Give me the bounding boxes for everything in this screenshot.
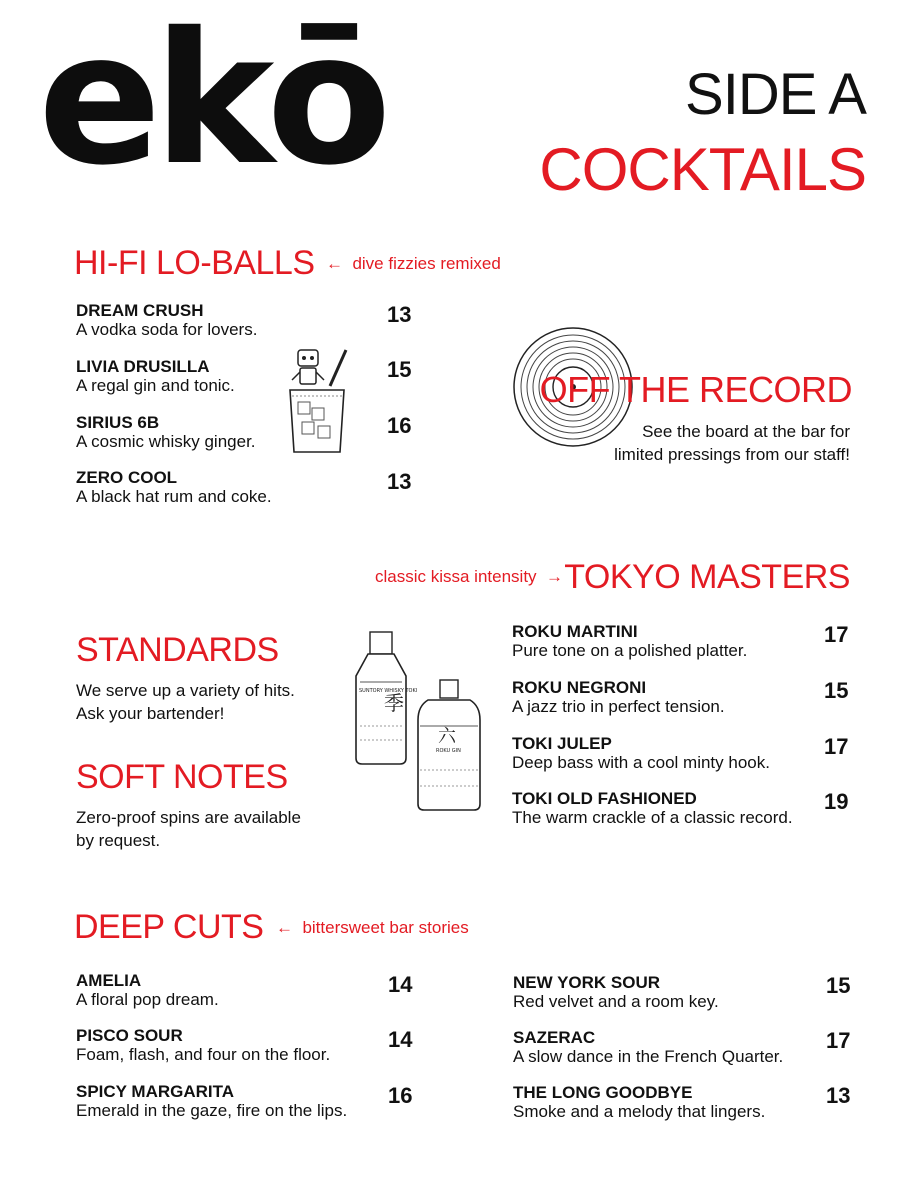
- list-item: [512, 679, 725, 716]
- item-desc: A regal gin and tonic.: [76, 375, 235, 395]
- list-item: [76, 414, 256, 451]
- gin-bottle: [418, 680, 480, 810]
- arrow-right-icon: →: [546, 567, 564, 586]
- item-name: LIVIA DRUSILLA: [76, 357, 210, 376]
- list-item: [512, 735, 770, 772]
- standards-line-2: Ask your bartender!: [76, 704, 225, 723]
- soft-line-2: by request.: [76, 831, 161, 850]
- list-item: [512, 790, 793, 827]
- hifi-note-text: dive fizzies remixed: [352, 254, 501, 273]
- item-price: 17: [824, 734, 849, 759]
- item-name: AMELIA: [76, 971, 142, 990]
- hifi-title: HI-FI LO-BALLS: [74, 244, 315, 282]
- item-price: 15: [387, 357, 412, 382]
- side-heading: SIDE A: [685, 62, 866, 127]
- item-price: 13: [387, 469, 412, 494]
- list-item: [512, 623, 747, 660]
- item-desc: The warm crackle of a classic record.: [512, 807, 793, 827]
- item-price: 17: [824, 622, 849, 647]
- list-item: [513, 1029, 783, 1066]
- standards-title: STANDARDS: [76, 631, 279, 669]
- item-name: SAZERAC: [513, 1028, 596, 1047]
- record-text: [614, 420, 850, 466]
- item-name: DREAM CRUSH: [76, 301, 204, 320]
- tokyo-title: TOKYO MASTERS: [564, 558, 850, 596]
- robot-glass-illustration: [284, 346, 350, 456]
- standards-text: [76, 679, 295, 725]
- item-desc: Emerald in the gaze, fire on the lips.: [76, 1100, 348, 1120]
- list-item: [76, 469, 272, 506]
- item-price: 15: [824, 678, 849, 703]
- item-name: ZERO COOL: [76, 468, 178, 487]
- arrow-left-icon: ←: [276, 918, 293, 937]
- item-desc: A cosmic whisky ginger.: [76, 431, 256, 451]
- item-name: SPICY MARGARITA: [76, 1082, 235, 1101]
- item-name: NEW YORK SOUR: [513, 973, 661, 992]
- list-item: [76, 358, 235, 395]
- brand-logo: ekō: [38, 0, 384, 205]
- item-desc: A floral pop dream.: [76, 989, 219, 1009]
- item-price: 16: [388, 1083, 413, 1108]
- item-desc: A black hat rum and coke.: [76, 486, 272, 506]
- tokyo-note: [375, 568, 563, 585]
- item-name: THE LONG GOODBYE: [513, 1083, 693, 1102]
- item-name: TOKI JULEP: [512, 734, 612, 753]
- item-price: 16: [387, 413, 412, 438]
- whisky-bottle: [356, 632, 417, 764]
- record-title: OFF THE RECORD: [539, 369, 852, 410]
- bottle-label-1: SUNTORY WHISKY TOKI: [359, 688, 418, 694]
- bottle-label-2: ROKU GIN: [436, 748, 461, 754]
- item-desc: Foam, flash, and four on the floor.: [76, 1044, 331, 1064]
- deep-title: DEEP CUTS: [74, 908, 264, 946]
- hifi-note: [326, 255, 501, 272]
- item-desc: A slow dance in the French Quarter.: [513, 1046, 784, 1066]
- item-name: ROKU MARTINI: [512, 622, 638, 641]
- arrow-left-icon: ←: [326, 254, 343, 273]
- item-name: TOKI OLD FASHIONED: [512, 789, 697, 808]
- item-name: ROKU NEGRONI: [512, 678, 647, 697]
- item-name: SIRIUS 6B: [76, 413, 160, 432]
- deep-note: [276, 919, 469, 936]
- item-desc: Red velvet and a room key.: [513, 991, 719, 1011]
- item-price: 13: [826, 1083, 851, 1108]
- bottles-illustration: [354, 630, 484, 814]
- item-desc: Smoke and a melody that lingers.: [513, 1101, 766, 1121]
- item-desc: Pure tone on a polished platter.: [512, 640, 748, 660]
- item-name: PISCO SOUR: [76, 1026, 183, 1045]
- list-item: [76, 1083, 347, 1120]
- list-item: [76, 972, 219, 1009]
- item-desc: A vodka soda for lovers.: [76, 319, 258, 339]
- list-item: [76, 302, 257, 339]
- soft-text: [76, 806, 301, 852]
- list-item: [76, 1027, 330, 1064]
- item-price: 14: [388, 1027, 413, 1052]
- item-desc: Deep bass with a cool minty hook.: [512, 752, 770, 772]
- record-line-1: See the board at the bar for: [642, 422, 850, 441]
- deep-note-text: bittersweet bar stories: [302, 918, 469, 937]
- record-line-2: limited pressings from our staff!: [614, 445, 850, 464]
- tokyo-note-text: classic kissa intensity: [375, 567, 537, 586]
- item-price: 19: [824, 789, 849, 814]
- item-price: 17: [826, 1028, 851, 1053]
- soft-line-1: Zero-proof spins are available: [76, 808, 301, 827]
- svg-text:六: 六: [438, 726, 456, 747]
- category-heading: COCKTAILS: [539, 136, 866, 203]
- soft-title: SOFT NOTES: [76, 758, 288, 796]
- list-item: [513, 1084, 765, 1121]
- svg-text:季: 季: [384, 691, 404, 715]
- list-item: [513, 974, 719, 1011]
- item-price: 15: [826, 973, 851, 998]
- item-price: 14: [388, 972, 413, 997]
- standards-line-1: We serve up a variety of hits.: [76, 681, 295, 700]
- item-desc: A jazz trio in perfect tension.: [512, 696, 725, 716]
- item-price: 13: [387, 302, 412, 327]
